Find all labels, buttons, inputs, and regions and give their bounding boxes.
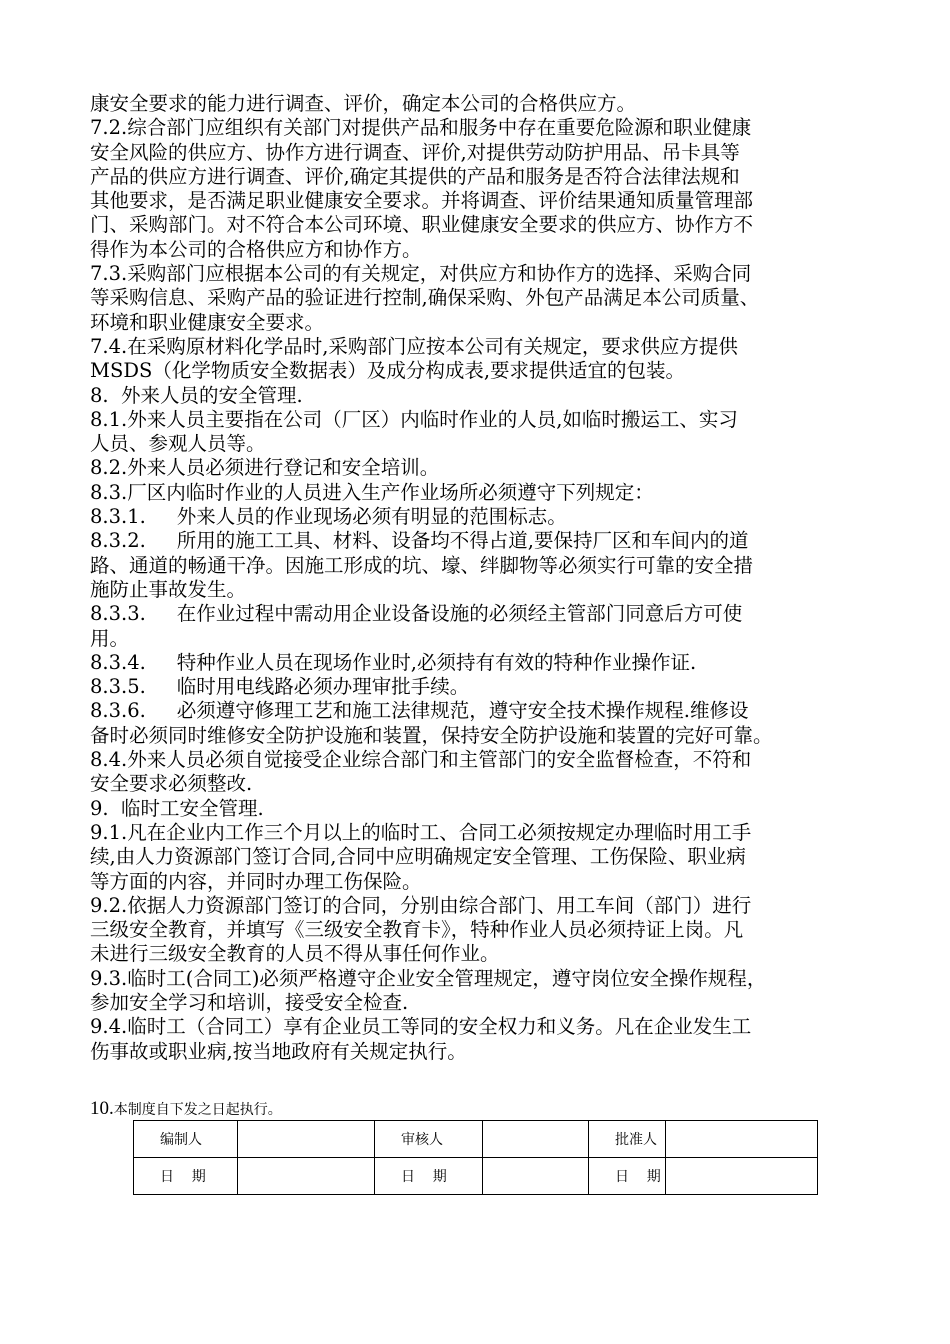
label-date-reviewer: 日 期 — [375, 1158, 483, 1195]
text-line: 7.3.采购部门应根据本公司的有关规定，对供应方和协作方的选择、采购合同 — [90, 262, 752, 286]
approver-value-cell — [666, 1121, 818, 1158]
text-line: 8.2.外来人员必须进行登记和安全培训。 — [90, 456, 440, 480]
label-date-approver: 日 期 — [589, 1158, 666, 1195]
compiler-value-cell — [238, 1121, 375, 1158]
signature-row-roles — [134, 1121, 818, 1158]
text-line: 9.1.凡在企业内工作三个月以上的临时工、合同工必须按规定办理临时用工手 — [90, 820, 752, 844]
text-line: 安全风险的供应方、协作方进行调查、评价,对提供劳动防护用品、吊卡具等 — [90, 140, 740, 164]
compiler-date-cell — [238, 1158, 375, 1195]
label-date-compiler: 日 期 — [134, 1158, 238, 1195]
text-line: 8.3.6. 必须遵守修理工艺和施工法律规范，遵守安全技术操作规程.维修设 — [90, 699, 749, 723]
text-line: 参加安全学习和培训，接受安全检查. — [90, 990, 409, 1014]
text-line: 备时必须同时维修安全防护设施和装置，保持安全防护设施和装置的完好可靠。 — [90, 723, 773, 747]
text-line: 9.2.依据人力资源部门签订的合同，分别由综合部门、用工车间（部门）进行 — [90, 893, 752, 917]
text-line: 9.4.临时工（合同工）享有企业员工等同的安全权力和义务。凡在企业发生工 — [90, 1015, 752, 1039]
text-line: 门、采购部门。对不符合本公司环境、职业健康安全要求的供应方、协作方不 — [90, 213, 754, 237]
text-line: 8.3.厂区内临时作业的人员进入生产作业场所必须遵守下列规定： — [90, 480, 654, 504]
text-line: 伤事故或职业病,按当地政府有关规定执行。 — [90, 1039, 467, 1063]
text-line: 等采购信息、采购产品的验证进行控制,确保采购、外包产品满足本公司质量、 — [90, 286, 760, 310]
reviewer-date-cell — [483, 1158, 589, 1195]
text-line: 未进行三级安全教育的人员不得从事任何作业。 — [90, 942, 500, 966]
text-line: 安全要求必须整改. — [90, 772, 253, 796]
text-line: 等方面的内容，并同时办理工伤保险。 — [90, 869, 422, 893]
text-line: 7.2.综合部门应组织有关部门对提供产品和服务中存在重要危险源和职业健康 — [90, 116, 752, 140]
final-clause — [90, 1098, 282, 1120]
text-line: 8.3.3. 在作业过程中需动用企业设备设施的必须经主管部门同意后方可使 — [90, 602, 743, 626]
signature-table — [133, 1120, 818, 1195]
text-line: 8.3.4. 特种作业人员在现场作业时,必须持有有效的特种作业操作证. — [90, 650, 697, 674]
signature-row-dates — [134, 1158, 818, 1195]
text-line: MSDS（化学物质安全数据表）及成分构成表,要求提供适宜的包装。 — [90, 359, 686, 383]
label-compiler: 编制人 — [134, 1121, 238, 1158]
text-line: 8.3.5. 临时用电线路必须办理审批手续。 — [90, 675, 470, 699]
text-line: 其他要求，是否满足职业健康安全要求。并将调查、评价结果通知质量管理部 — [90, 189, 754, 213]
text-line: 续,由人力资源部门签订合同,合同中应明确规定安全管理、工伤保险、职业病 — [90, 845, 746, 869]
text-line: 康安全要求的能力进行调查、评价，确定本公司的合格供应方。 — [90, 92, 637, 115]
text-line: 用。 — [90, 626, 130, 650]
label-approver: 批准人 — [589, 1121, 666, 1158]
text-line: 三级安全教育，并填写《三级安全教育卡》，特种作业人员必须持证上岗。凡 — [90, 918, 744, 942]
approver-date-cell — [666, 1158, 818, 1195]
text-line: 8.4.外来人员必须自觉接受企业综合部门和主管部门的安全监督检查，不符和 — [90, 748, 752, 772]
text-line: 7.4.在采购原材料化学品时,采购部门应按本公司有关规定，要求供应方提供 — [90, 334, 738, 358]
text-line: 施防止事故发生。 — [90, 577, 247, 601]
text-line: 8.1.外来人员主要指在公司（厂区）内临时作业的人员,如临时搬运工、实习 — [90, 407, 738, 431]
text-line: 环境和职业健康安全要求。 — [90, 310, 325, 334]
final-clause-number: 10. — [90, 1098, 114, 1119]
document-body — [90, 92, 870, 1064]
text-line: 8.3.1. 外来人员的作业现场必须有明显的范围标志。 — [90, 505, 567, 529]
text-line: 9. 临时工安全管理. — [90, 796, 264, 820]
final-clause-text: 本制度自下发之日起执行。 — [113, 1102, 282, 1118]
text-line: 8. 外来人员的安全管理. — [90, 383, 303, 407]
text-line: 得作为本公司的合格供应方和协作方。 — [90, 237, 422, 261]
text-line: 产品的供应方进行调查、评价,确定其提供的产品和服务是否符合法律法规和 — [90, 164, 740, 188]
text-line: 9.3.临时工(合同工)必须严格遵守企业安全管理规定，遵守岗位安全操作规程， — [90, 966, 767, 990]
text-line: 8.3.2. 所用的施工工具、材料、设备均不得占道,要保持厂区和车间内的道 — [90, 529, 749, 553]
text-line: 人员、参观人员等。 — [90, 432, 266, 456]
text-line: 路、通道的畅通干净。因施工形成的坑、壕、绊脚物等必须实行可靠的安全措 — [90, 553, 754, 577]
label-reviewer: 审核人 — [375, 1121, 483, 1158]
reviewer-value-cell — [483, 1121, 589, 1158]
